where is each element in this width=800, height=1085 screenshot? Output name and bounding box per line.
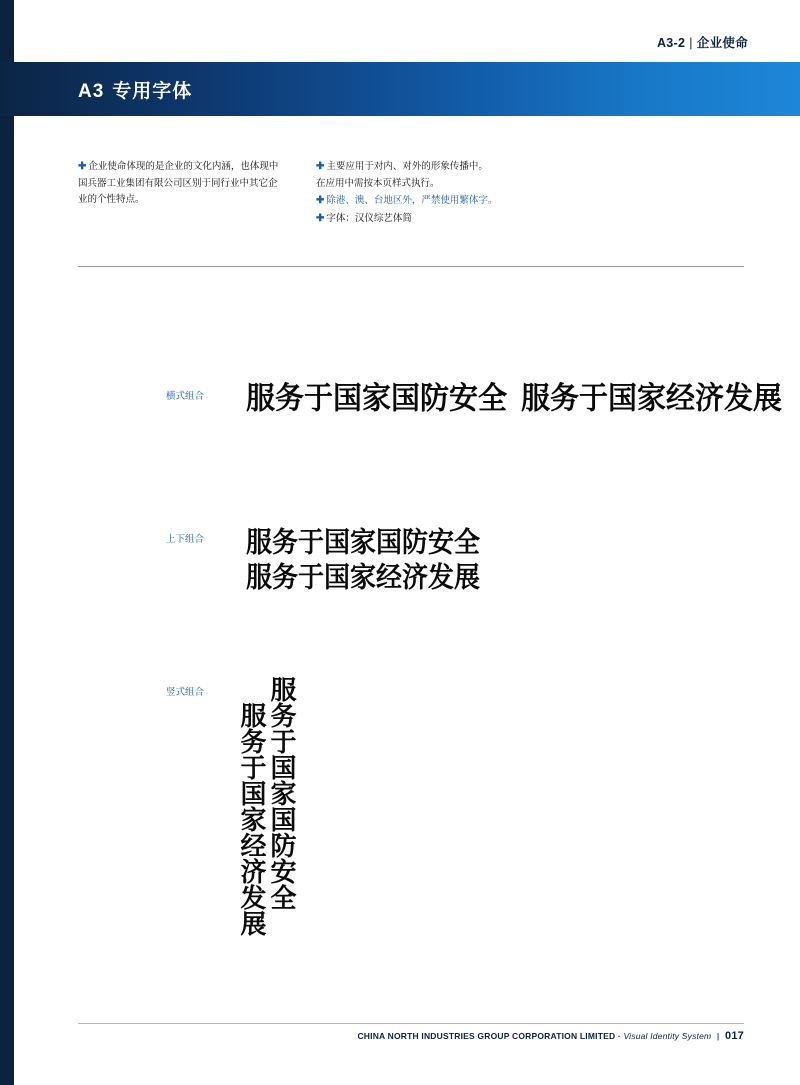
footer <box>357 1030 744 1042</box>
page-number: 017 <box>725 1030 744 1042</box>
section-code: A3-2 <box>656 36 686 50</box>
description-right <box>316 158 616 228</box>
slogan-horizontal-line-2: 服务于国家经济发展 <box>521 379 783 416</box>
plus-icon: ✚ <box>316 195 325 207</box>
footer-dot: · <box>617 1031 621 1041</box>
description-right-line-2 <box>316 176 616 193</box>
footer-separator: | <box>716 1031 720 1041</box>
slogan-stacked-line-1: 服务于国家国防安全 <box>246 527 481 559</box>
plus-icon: ✚ <box>78 161 87 172</box>
page-title-text: 专用字体 <box>112 81 193 102</box>
description-right-line-1 <box>316 158 616 176</box>
plus-icon: ✚ <box>316 212 325 224</box>
description-right-text-1: 主要应用于对内、对外的形象传播中。 <box>326 161 488 172</box>
plus-icon: ✚ <box>316 161 325 172</box>
slogan-vertical-column-2: 服务于国家经济发展 <box>236 702 266 936</box>
description-left <box>78 158 283 209</box>
slogan-horizontal-line-1: 服务于国家国防安全 <box>246 379 508 416</box>
divider-top <box>78 266 744 267</box>
description-right-text-4: 字体：汉仪综艺体简 <box>326 212 412 224</box>
divider-bottom <box>78 1023 744 1024</box>
footer-company: CHINA NORTH INDUSTRIES GROUP CORPORATION LIMITED <box>357 1031 616 1041</box>
description-right-line-3 <box>316 192 616 210</box>
description-right-line-4 <box>316 210 616 228</box>
section-separator: | <box>689 36 693 50</box>
row-label-vertical: 竖式组合 <box>166 687 205 698</box>
row-label-stacked: 上下组合 <box>166 534 205 545</box>
slogan-vertical <box>238 676 294 936</box>
slogan-horizontal <box>246 379 783 416</box>
description-right-text-2: 在应用中需按本页样式执行。 <box>316 177 440 189</box>
section-name: 企业使命 <box>696 36 748 50</box>
page-title-code: A3 <box>78 81 105 102</box>
footer-system: Visual Identity System <box>623 1031 712 1041</box>
left-edge-strip <box>0 0 14 1085</box>
slogan-stacked-line-2: 服务于国家经济发展 <box>246 561 481 594</box>
slogan-vertical-column-1: 服务于国家国防安全 <box>266 676 296 910</box>
page-title <box>78 76 192 103</box>
description-right-text-3: 除港、澳、台地区外，严禁使用繁体字。 <box>326 195 498 207</box>
row-label-horizontal: 横式组合 <box>166 391 205 402</box>
section-header <box>657 33 748 51</box>
description-left-text: 企业使命体现的是企业的文化内涵，也体现中国兵器工业集团有限公司区别于同行业中其它企业的个性特点。 <box>78 161 279 206</box>
slogan-stacked <box>246 526 480 595</box>
